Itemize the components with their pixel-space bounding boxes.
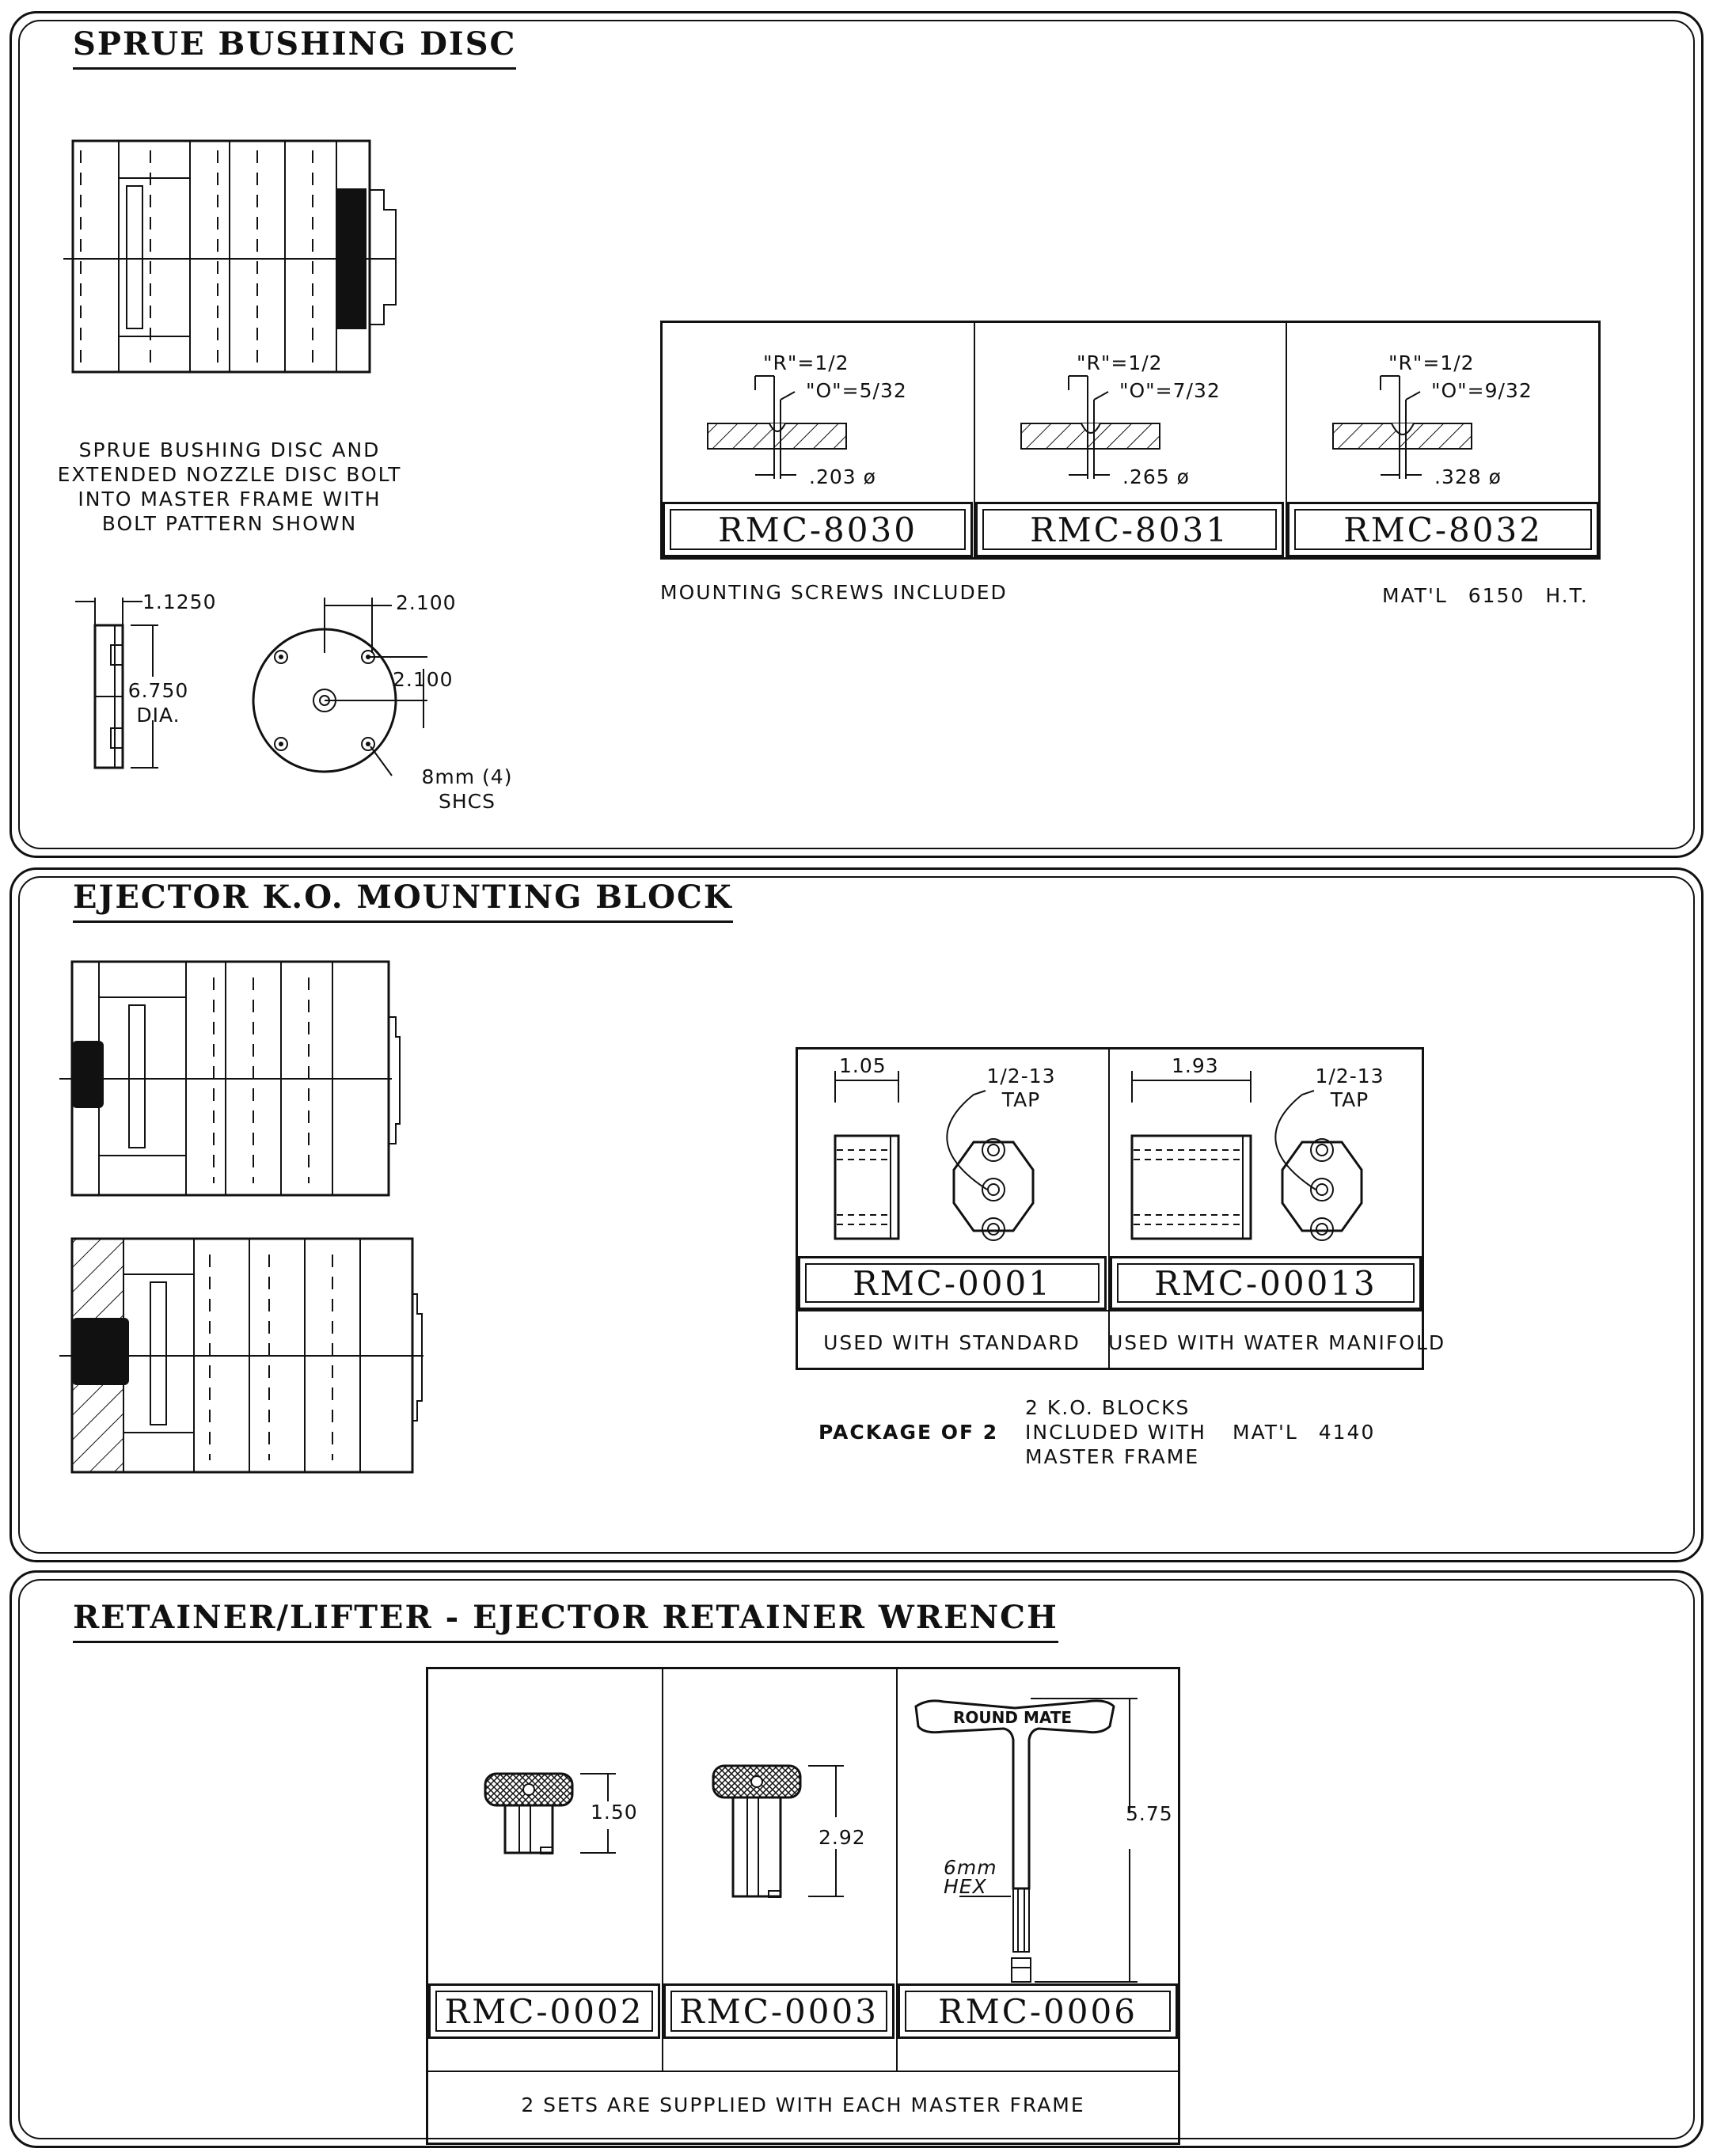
dim-thickness: 1.1250 (142, 590, 217, 613)
part-number-rmc-0003: RMC-0003 (663, 1983, 894, 2039)
part-number-rmc-0006: RMC-0006 (898, 1983, 1178, 2039)
mounting-screws-note: MOUNTING SCREWS INCLUDED (660, 581, 1008, 604)
dim-bolt-y: 2.100 (393, 668, 454, 691)
part-number-rmc-0001: RMC-0001 (798, 1256, 1107, 1310)
round-mate-logo: ROUND MATE (953, 1708, 1073, 1727)
ejector-material-note: MAT'L 4140 (1233, 1421, 1376, 1444)
part-number-rmc-00013: RMC-00013 (1110, 1256, 1422, 1310)
part-number-rmc-0002: RMC-0002 (428, 1983, 660, 2039)
retainer-cell-2: 2.92 (662, 1667, 896, 1983)
sprue-cell-2: "R"=1/2 "O"=7/32 .265 ø (974, 321, 1286, 560)
sprue-description: SPRUE BUSHING DISC AND EXTENDED NOZZLE DISC BOLT INTO MASTER FRAME WITH BOLT PATTERN SHOWN (57, 438, 402, 535)
retainer-cell-3: ROUND MATE 5.75 6mm HEX (896, 1667, 1180, 1983)
dim-diameter: 6.750 DIA. (127, 679, 189, 727)
used-with-water-manifold: USED WITH WATER MANIFOLD (1108, 1331, 1446, 1354)
sets-supplied-note: 2 SETS ARE SUPPLIED WITH EACH MASTER FRAME (521, 2093, 1085, 2116)
ejector-frame-drawing-bottom (59, 1231, 439, 1476)
ejector-cell-1: 1.05 1/2-13 TAP (796, 1047, 1108, 1253)
part-number-rmc-8031: RMC-8031 (975, 502, 1284, 557)
sprue-master-frame-drawing (63, 135, 412, 372)
part-number-rmc-8032: RMC-8032 (1287, 502, 1599, 557)
used-with-standard: USED WITH STANDARD (823, 1331, 1081, 1354)
section-title-sprue: SPRUE BUSHING DISC (73, 25, 516, 70)
dim-bolt-x: 2.100 (396, 591, 457, 614)
retainer-cell-1: 1.50 (426, 1667, 662, 1983)
ko-blocks-included: 2 K.O. BLOCKS INCLUDED WITH MASTER FRAME (1025, 1396, 1206, 1468)
part-number-rmc-8030: RMC-8030 (663, 502, 973, 557)
sprue-material-note: MAT'L 6150 H.T. (1382, 584, 1589, 607)
ejector-cell-2: 1.93 1/2-13 TAP (1108, 1047, 1424, 1253)
ejector-frame-drawing-top (59, 954, 408, 1199)
section-title-retainer: RETAINER/LIFTER - EJECTOR RETAINER WRENCH (73, 1599, 1058, 1643)
sprue-cell-3: "R"=1/2 "O"=9/32 .328 ø (1286, 321, 1601, 560)
package-of-2: PACKAGE OF 2 (819, 1421, 999, 1444)
section-title-ejector: EJECTOR K.O. MOUNTING BLOCK (73, 879, 733, 923)
screw-spec: 8mm (4) SHCS (421, 765, 513, 813)
sprue-cell-1: "R"=1/2 "O"=5/32 .203 ø (660, 321, 974, 560)
